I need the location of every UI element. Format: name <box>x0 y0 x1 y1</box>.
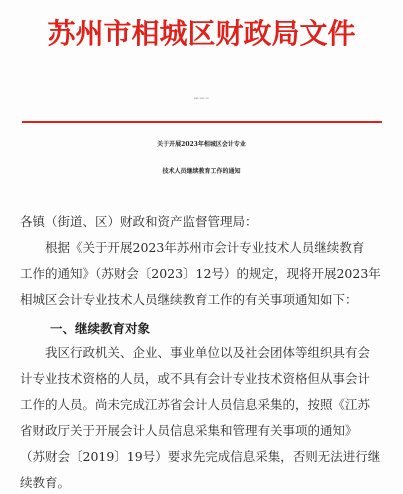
paragraph-2-line-1: 我区行政机关、企业、事业单位以及社会团体等组织具有会 <box>45 345 371 360</box>
paragraph-2-line-3: 工作的人员。尚未完成江苏省会计人员信息采集的，按照《江苏 <box>20 397 371 412</box>
issuer-header-title: 苏州市相城区财政局文件 <box>47 17 356 50</box>
paragraph-1-line-3: 相城区会计专业技术人员继续教育工作的有关事项通知如下： <box>20 292 358 307</box>
section-1-heading: 一、继续教育对象 <box>50 321 151 336</box>
paragraph-2-line-5: （苏财会〔2019〕19号）要求先完成信息采集，否则无法进行继 <box>20 449 381 464</box>
paragraph-1-line-1: 根据《关于开展2023年苏州市会计专业技术人员继续教育 <box>45 240 365 255</box>
notice-title-line-2: 技术人员继续教育工作的通知 <box>162 168 241 175</box>
notice-title-line-1: 关于开展2023年相城区会计专业 <box>157 141 246 148</box>
salutation: 各镇（街道、区）财政和资产监督管理局： <box>20 214 258 229</box>
paragraph-2-line-4: 省财政厅关于开展会计人员信息采集和管理有关事项的通知》 <box>20 423 358 438</box>
document-number: 相财库〔2023〕13号 <box>194 99 209 100</box>
red-separator-line <box>22 121 382 123</box>
paragraph-1-line-2: 工作的通知》（苏财会〔2023〕12号）的规定，现将开展2023年 <box>20 266 381 281</box>
paragraph-2-line-6: 续教育。 <box>20 475 71 490</box>
paragraph-2-line-2: 计专业技术资格的人员，或不具有会计专业技术资格但从事会计 <box>20 371 371 386</box>
